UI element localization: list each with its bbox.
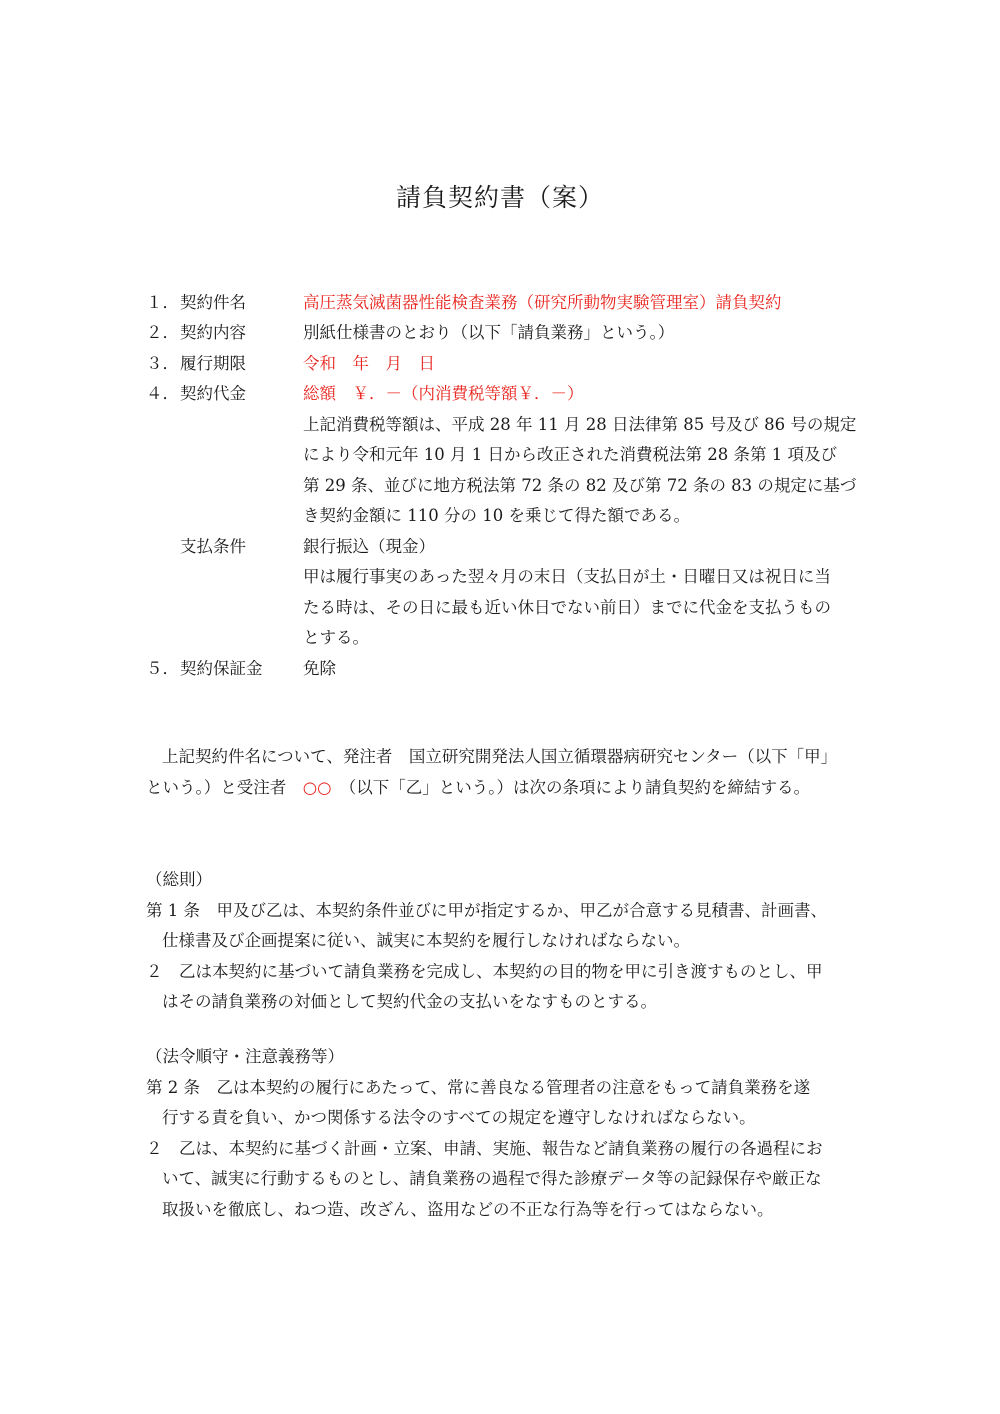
document-title: 請負契約書（案）	[395, 183, 604, 212]
intro-line-2-end: （以下「乙」という。）は次の条項により請負契約を締結する。	[331, 778, 811, 797]
payment-note-line: とする。	[303, 628, 369, 647]
contractor-name: ○○	[302, 778, 332, 797]
tax-note-line: 第 29 条、並びに地方税法第 72 条の 82 及び第 72 条の 83 の規定に基づ	[303, 476, 857, 495]
guarantee-value: 免除	[303, 659, 336, 678]
item-4-label: 契約代金	[180, 384, 246, 403]
item-3-number: ３．	[146, 354, 179, 373]
intro-line-2	[146, 777, 810, 799]
item-1-label: 契約件名	[180, 293, 246, 312]
article-line: いて、誠実に行動するものとし、請負業務の過程で得た診療データ等の記録保存や厳正な	[162, 1169, 822, 1188]
deadline-value: 令和 年 月 日	[303, 354, 435, 373]
contract-name-value: 高圧蒸気滅菌器性能検査業務（研究所動物実験管理室）請負契約	[303, 293, 782, 312]
section-heading: （法令順守・注意義務等）	[146, 1047, 344, 1066]
payment-note-line: たる時は、その日に最も近い休日でない前日）までに代金を支払うもの	[303, 598, 831, 617]
tax-note-line: 上記消費税等額は、平成 28 年 11 月 28 日法律第 85 号及び 86 号の規定	[303, 415, 857, 434]
intro-line-2-start: という。）と受注者	[146, 778, 303, 797]
article-line: 仕様書及び企画提案に従い、誠実に本契約を履行しなければならない。	[162, 931, 690, 950]
intro-line-1: 上記契約件名について、発注者 国立研究開発法人国立循環器病研究センター（以下「甲」	[162, 747, 838, 766]
article-line: ２ 乙は本契約に基づいて請負業務を完成し、本契約の目的物を甲に引き渡すものとし、甲	[146, 962, 823, 981]
item-2-number: ２．	[146, 323, 179, 342]
article-line: はその請負業務の対価として契約代金の支払いをなすものとする。	[162, 992, 657, 1011]
payment-note-line: 甲は履行事実のあった翌々月の末日（支払日が土・日曜日又は祝日に当	[303, 567, 831, 586]
article-line: 第 1 条 甲及び乙は、本契約条件並びに甲が指定するか、甲乙が合意する見積書、計画書、	[146, 901, 827, 920]
article-line: ２ 乙は、本契約に基づく計画・立案、申請、実施、報告など請負業務の履行の各過程にお	[146, 1139, 823, 1158]
article-line: 行する責を負い、かつ関係する法令のすべての規定を遵守しなければならない。	[162, 1108, 756, 1127]
item-5-label: 契約保証金	[180, 659, 263, 678]
contract-content-value: 別紙仕様書のとおり（以下「請負業務」という。）	[303, 323, 675, 342]
item-3-label: 履行期限	[180, 354, 246, 373]
payment-value: 銀行振込（現金）	[303, 537, 435, 556]
tax-note-line: き契約金額に 110 分の 10 を乗じて得た額である。	[303, 506, 690, 525]
item-4-number: ４．	[146, 384, 179, 403]
payment-label: 支払条件	[180, 537, 246, 556]
tax-note-line: により令和元年 10 月 1 日から改正された消費税法第 28 条第 1 項及び	[303, 445, 837, 464]
article-line: 第 2 条 乙は本契約の履行にあたって、常に善良なる管理者の注意をもって請負業務を遂	[146, 1078, 811, 1097]
article-line: 取扱いを徹底し、ねつ造、改ざん、盗用などの不正な行為等を行ってはならない。	[162, 1200, 774, 1219]
item-2-label: 契約内容	[180, 323, 246, 342]
item-5-number: ５．	[146, 659, 179, 678]
item-1-number: １．	[146, 293, 179, 312]
section-heading: （総則）	[146, 870, 212, 889]
contract-price-value: 総額 ￥．－（内消費税等額￥．－）	[303, 384, 584, 403]
